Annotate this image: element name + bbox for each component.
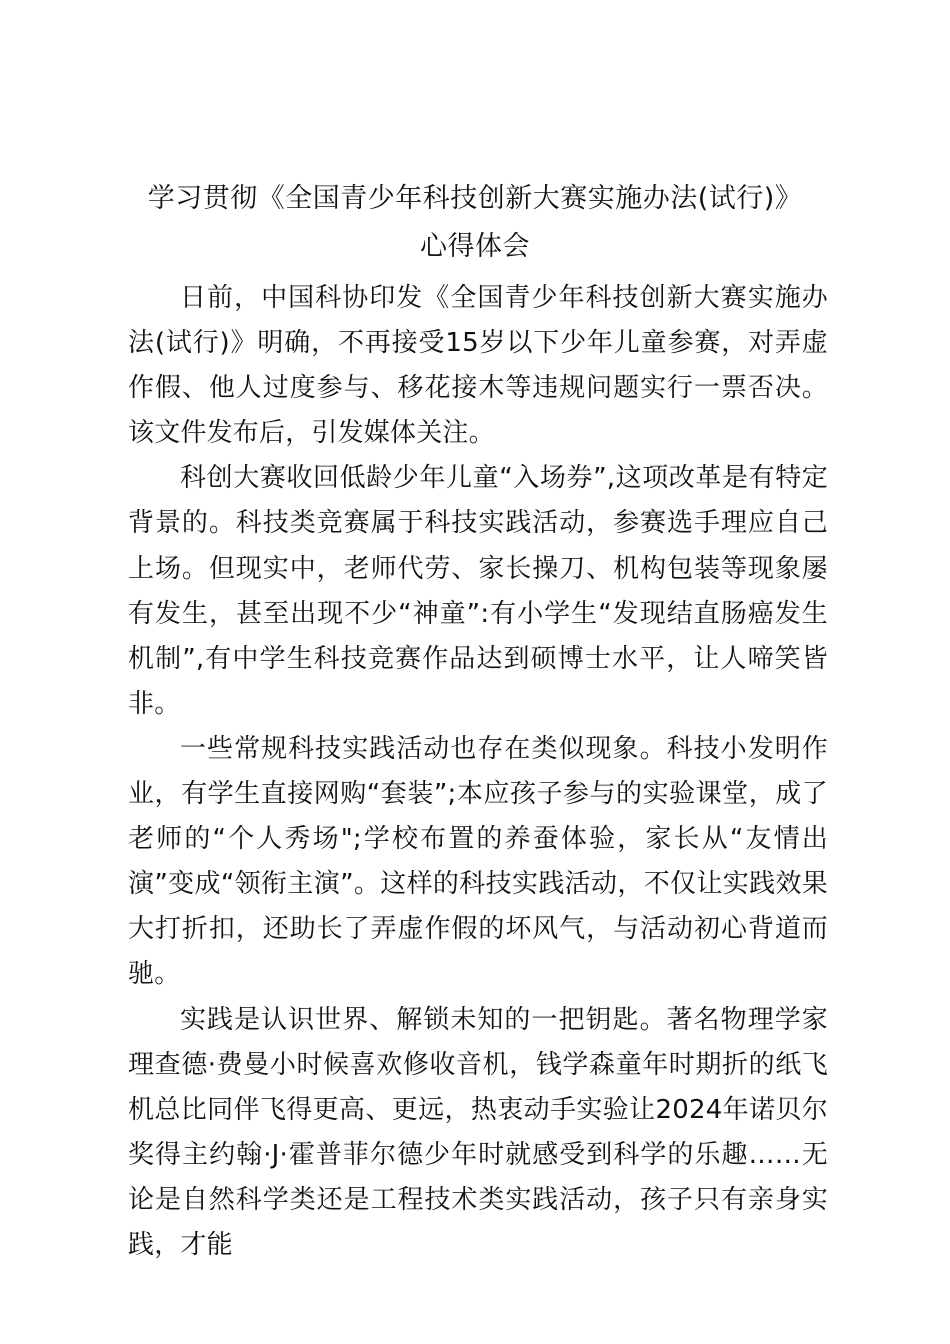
paragraph-3: 一些常规科技实践活动也存在类似现象。科技小发明作业，有学生直接网购“套装”;本应孩子参与的实验课堂，成了老师的“个人秀场";学校布置的养蚕体验，家长从“友情出演”变成“领衔主演”。这样的科技实践活动，不仅让实践效果大打折扣，还助长了弄虚作假的坏风气，与活动初心背道而驰。 <box>128 733 828 990</box>
document-title: 学习贯彻《全国青少年科技创新大赛实施办法(试行)》 <box>147 183 803 214</box>
paragraph-2: 科创大赛收回低龄少年儿童“入场券”,这项改革是有特定背景的。科技类竞赛属于科技实践活动，参赛选手理应自己上场。但现实中，老师代劳、家长操刀、机构包装等现象屡有发生，甚至出现不少“神童”:有小学生“发现结直肠癌发生机制”,有中学生科技竞赛作品达到硕博士水平，让人啼笑皆非。 <box>128 463 828 719</box>
document-subtitle: 心得体会 <box>420 231 530 262</box>
paragraph-1: 日前，中国科协印发《全国青少年科技创新大赛实施办法(试行)》明确，不再接受15岁以下少年儿童参赛，对弄虚作假、他人过度参与、移花接木等违规问题实行一票否决。该文件发布后，引发媒体关注。 <box>128 283 828 449</box>
paragraph-4: 实践是认识世界、解锁未知的一把钥匙。著名物理学家理查德·费曼小时候喜欢修收音机，钱学森童年时期折的纸飞机总比同伴飞得更高、更远，热衷动手实验让2024年诺贝尔奖得主约翰·J·霍普菲尔德少年时就感受到科学的乐趣……无论是自然科学类还是工程技术类实践活动，孩子只有亲身实践，才能 <box>128 1004 828 1260</box>
document-body <box>128 276 828 1268</box>
